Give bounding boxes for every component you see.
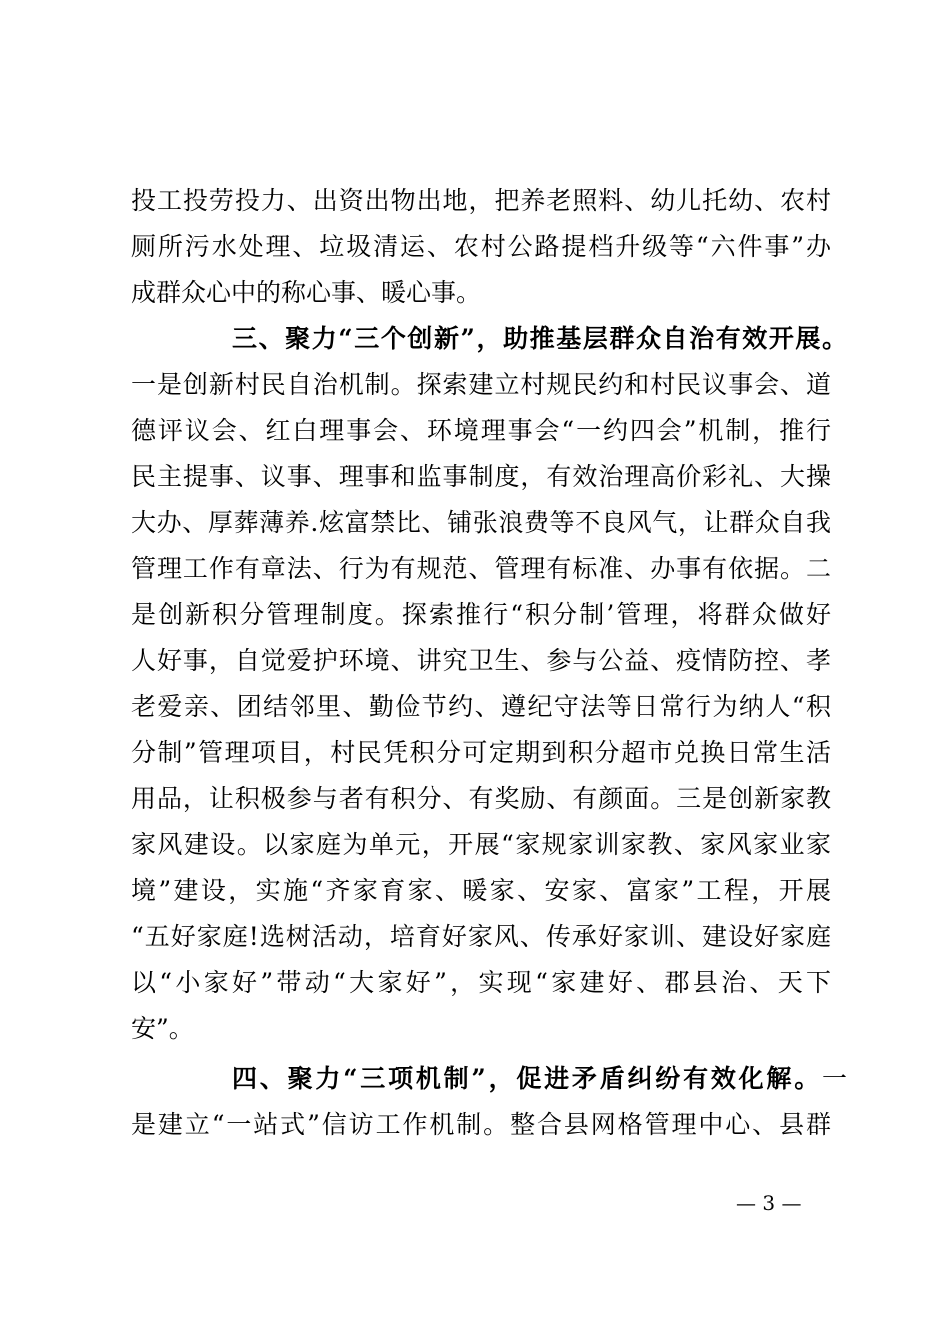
body-text-inline: 一: [821, 1064, 847, 1093]
body-text-line: 民主提事、议事、理事和监事制度，有效治理高价彩礼、大操: [131, 462, 831, 491]
body-text-line: 以“小家好”带动“大家好”，实现“家建好、郡县治、天下: [131, 968, 831, 997]
body-text-line: 用品，让积极参与者有积分、有奖励、有颜面。三是创新家教: [131, 784, 831, 813]
body-text-line: 厕所污水处理、垃圾清运、农村公路提档升级等“六件事”办: [131, 232, 831, 261]
body-text-line: 管理工作有章法、行为有规范、管理有标准、办事有依据。二: [131, 554, 831, 583]
body-text-line: 是建立“一站式”信访工作机制。整合县网格管理中心、县群: [131, 1110, 831, 1139]
body-text-line: 投工投劳投力、出资出物出地，把养老照料、幼儿托幼、农村: [131, 186, 831, 215]
body-text-line: 老爱亲、团结邻里、勤俭节约、遵纪守法等日常行为纳人“积: [131, 692, 831, 721]
section-heading-4-line: [232, 1055, 847, 1102]
body-text-line: 成群众心中的称心事、暖心事。: [131, 278, 482, 307]
body-text-line: 境”建设，实施“齐家育家、暖家、安家、富家”工程，开展: [131, 876, 831, 905]
body-text-line: 大办、厚葬薄养.炫富禁比、铺张浪费等不良风气，让群众自我: [131, 508, 831, 537]
body-text-line: 安”。: [131, 1014, 194, 1043]
body-text-line: 人好事，自觉爱护环境、讲究卫生、参与公益、疫情防控、孝: [131, 646, 831, 675]
section-heading-3: 三、聚力“三个创新”，助推基层群众自治有效开展。: [232, 324, 847, 353]
body-text-line: 是创新积分管理制度。探索推行“积分制’管理，将群众做好: [131, 600, 831, 629]
body-text-line: 分制”管理项目，村民凭积分可定期到积分超市兑换日常生活: [131, 738, 831, 767]
body-text-line: 一是创新村民自治机制。探索建立村规民约和村民议事会、道: [131, 370, 831, 399]
page-number: — 3 —: [736, 1191, 802, 1215]
section-heading-4: 四、聚力“三项机制”，促进矛盾纠纷有效化解。: [232, 1064, 822, 1093]
body-text-line: “五好家庭!选树活动，培育好家风、传承好家训、建设好家庭: [131, 922, 831, 951]
body-text-line: 家风建设。以家庭为单元，开展“家规家训家教、家风家业家: [131, 830, 831, 859]
body-text-line: 德评议会、红白理事会、环境理事会“一约四会”机制，推行: [131, 416, 831, 445]
